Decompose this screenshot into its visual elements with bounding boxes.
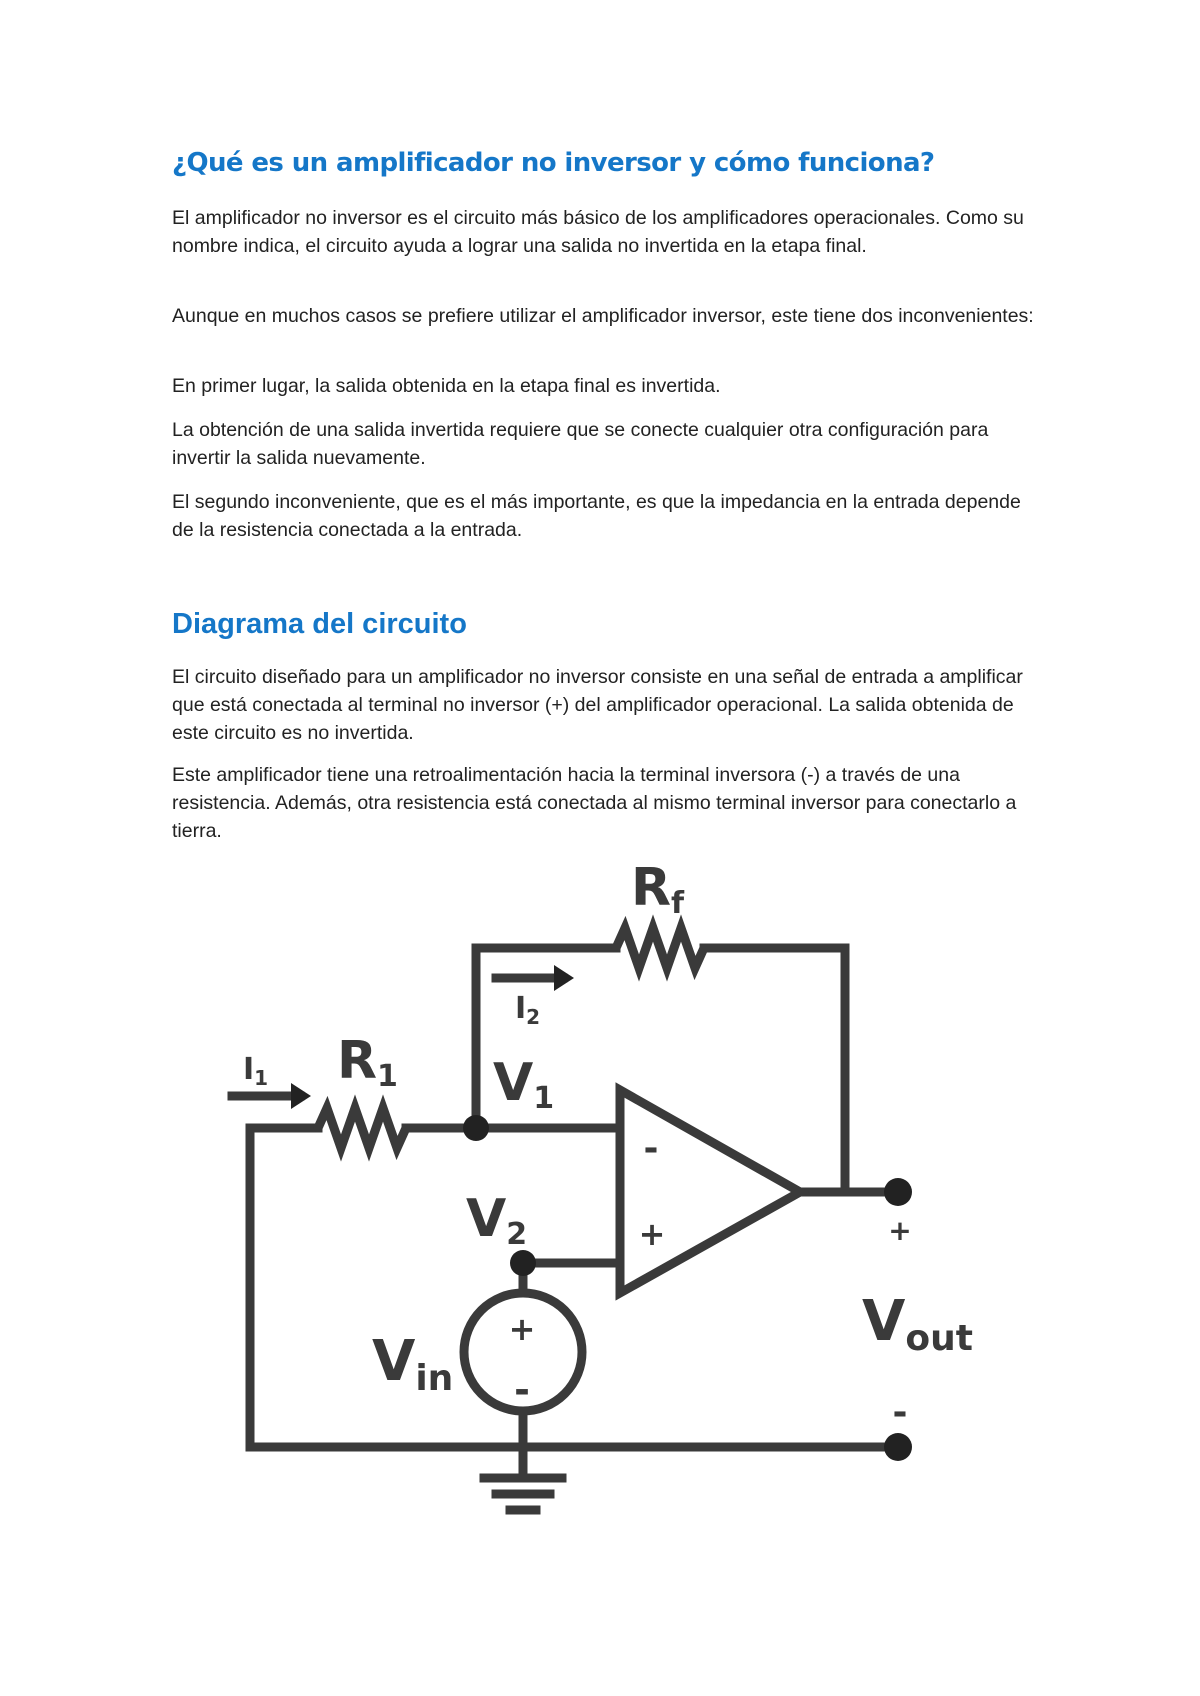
wire-input-left <box>250 1128 898 1447</box>
label-i2: $I_2$ <box>515 991 541 1029</box>
paragraph: El segundo inconveniente, que es el más importante, es que la impedancia en la entrada depende de la resistencia conectada a la entrada. <box>172 491 1021 541</box>
paragraph: El amplificador no inversor es el circuito más básico de los amplificadores operacionales. Como su nombre indica, el circuito ayuda a lograr una salida no invertida en la etapa final. <box>172 207 1024 257</box>
wire-feedback-right <box>704 948 845 1192</box>
label-r1: R1 <box>337 1031 398 1094</box>
label-vin: Vin <box>372 1329 454 1399</box>
paragraph: El circuito diseñado para un amplificador no inversor consiste en una señal de entrada a amplificar que está conectada al terminal no inversor (+) del amplificador operacional. La salida obtenida de este circuito es no invertida. <box>172 666 1023 744</box>
paragraph: Este amplificador tiene una retroalimentación hacia la terminal inversora (-) a través de una resistencia. Además, otra resistencia está conectada al mismo terminal inversor para conectarlo a tierra. <box>172 764 1017 842</box>
arrow-i2-head <box>554 965 574 991</box>
section-title-circuit-diagram: Diagrama del circuito <box>172 608 467 640</box>
source-minus-sign: - <box>514 1368 530 1412</box>
opamp-plus-sign: + <box>638 1215 666 1253</box>
label-i1: $I_1$ <box>243 1052 269 1090</box>
arrow-i1-head <box>291 1083 311 1109</box>
output-minus-sign: - <box>892 1392 908 1433</box>
output-terminal-plus-dot <box>884 1178 912 1206</box>
node-v2-dot <box>510 1250 536 1276</box>
output-terminal-minus-dot <box>884 1433 912 1461</box>
paragraph: En primer lugar, la salida obtenida en la etapa final es invertida. <box>172 375 721 397</box>
node-v1-dot <box>463 1115 489 1141</box>
label-rf: Rf <box>631 858 685 921</box>
opamp-triangle <box>620 1090 800 1293</box>
label-v2: V2 <box>466 1189 528 1252</box>
label-vout: Vout <box>862 1289 973 1359</box>
paragraph: Aunque en muchos casos se prefiere utilizar el amplificador inversor, este tiene dos inconvenientes: <box>172 305 1034 327</box>
opamp-minus-sign: - <box>643 1128 659 1169</box>
label-v1: V1 <box>493 1053 555 1116</box>
section-title-non-inverting: ¿Qué es un amplificador no inversor y cómo funciona? <box>172 148 935 178</box>
output-plus-sign: + <box>888 1214 912 1247</box>
resistor-r1 <box>318 1108 406 1148</box>
resistor-rf <box>616 928 704 968</box>
source-plus-sign: + <box>508 1310 536 1348</box>
paragraph: La obtención de una salida invertida requiere que se conecte cualquier otra configuración para invertir la salida nuevamente. <box>172 419 989 469</box>
